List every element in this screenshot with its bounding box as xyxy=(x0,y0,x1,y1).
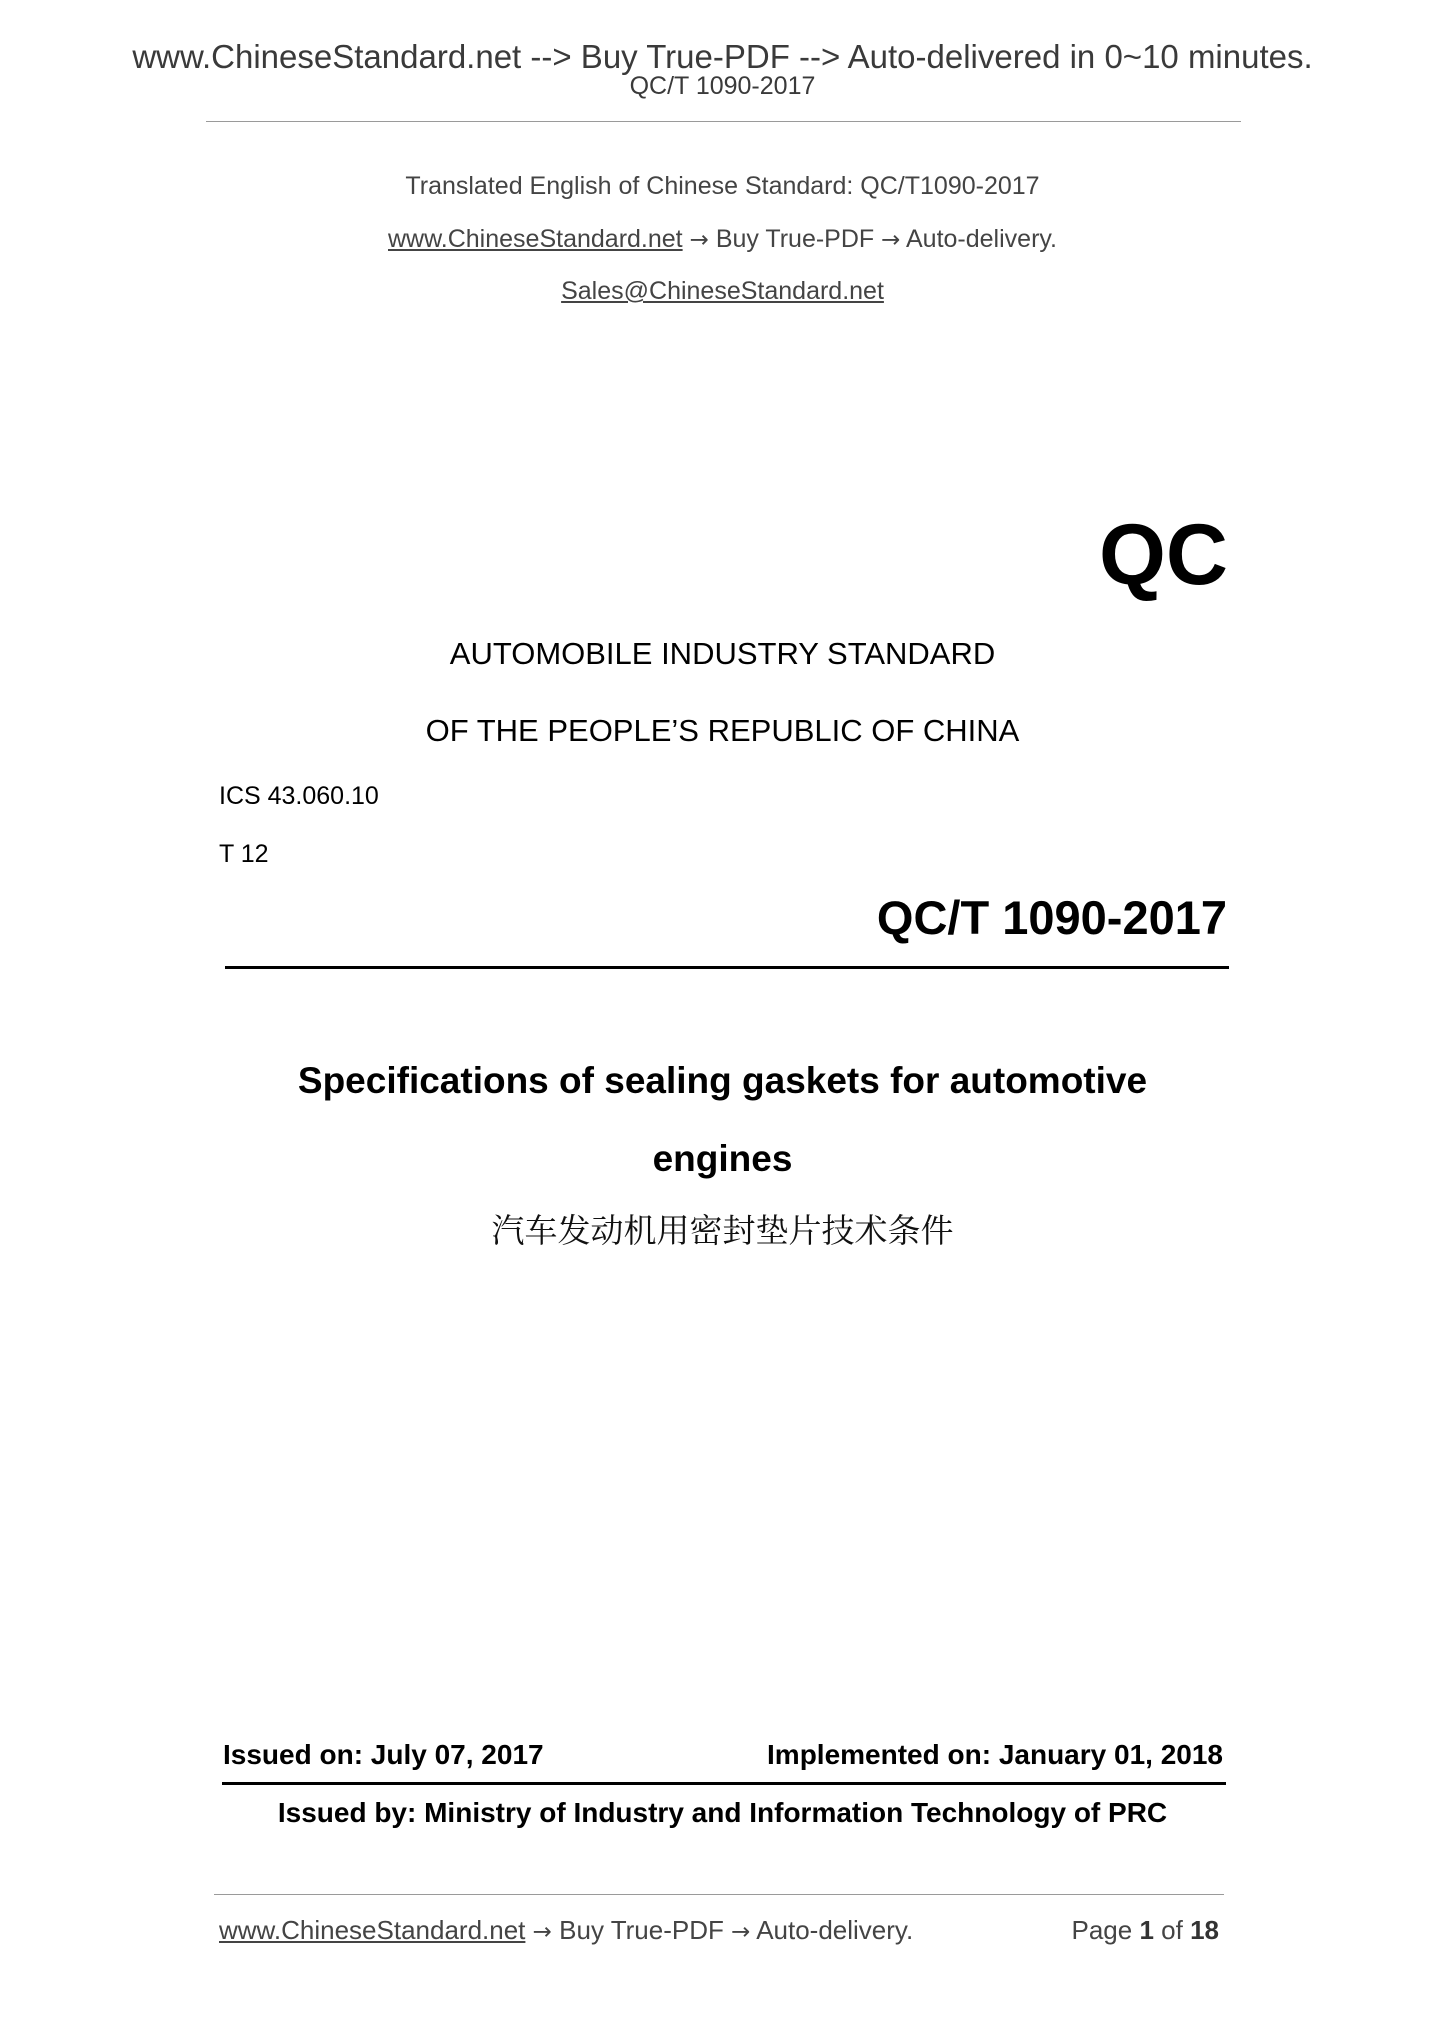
title-line-2: engines xyxy=(652,1138,793,1179)
arrow-right-icon: → xyxy=(731,1919,751,1945)
footer-divider xyxy=(214,1894,1224,1895)
footer-promo xyxy=(219,1917,913,1944)
standard-number-rule xyxy=(225,966,1229,969)
issued-by: Issued by: Ministry of Industry and Information Technology of PRC xyxy=(277,1797,1168,1828)
issued-rule xyxy=(222,1782,1226,1785)
qc-mark: QC xyxy=(1099,507,1228,603)
arrow-right-icon: → xyxy=(689,227,709,253)
translated-note: Translated English of Chinese Standard: QC/T1090-2017 xyxy=(405,172,1040,200)
standard-line-2: OF THE PEOPLE’S REPUBLIC OF CHINA xyxy=(425,713,1020,748)
page-label: Page xyxy=(1071,1915,1133,1945)
email-line xyxy=(0,279,1445,304)
top-divider xyxy=(206,121,1241,122)
footer-site-link[interactable]: www.ChineseStandard.net xyxy=(219,1915,526,1945)
title-chinese: 汽车发动机用密封垫片技术条件 xyxy=(491,1211,954,1250)
t-code: T 12 xyxy=(219,840,269,868)
page-number: 1 xyxy=(1139,1915,1154,1945)
implemented-on: Implemented on: January 01, 2018 xyxy=(767,1739,1223,1770)
promo-line xyxy=(0,227,1445,252)
site-link[interactable]: www.ChineseStandard.net xyxy=(388,225,683,253)
ics-code: ICS 43.060.10 xyxy=(219,782,379,810)
page-total: 18 xyxy=(1190,1915,1219,1945)
buy-text: Buy True-PDF xyxy=(715,225,875,253)
standard-number: QC/T 1090-2017 xyxy=(876,891,1227,944)
issued-on: Issued on: July 07, 2017 xyxy=(223,1739,544,1770)
arrow-right-icon: → xyxy=(881,227,901,253)
footer-auto-text: Auto-delivery. xyxy=(756,1915,914,1945)
banner-doc-code: QC/T 1090-2017 xyxy=(629,72,816,100)
standard-line-1: AUTOMOBILE INDUSTRY STANDARD xyxy=(449,636,996,671)
top-banner: www.ChineseStandard.net --> Buy True-PDF --> Auto-delivered in 0~10 minutes. xyxy=(132,38,1313,75)
page-indicator xyxy=(1071,1917,1219,1943)
auto-text: Auto-delivery. xyxy=(906,225,1057,253)
title-line-1: Specifications of sealing gaskets for automotive xyxy=(297,1060,1148,1101)
of-label: of xyxy=(1161,1915,1183,1945)
email-link[interactable]: Sales@ChineseStandard.net xyxy=(561,277,884,305)
arrow-right-icon: → xyxy=(532,1919,552,1945)
footer-buy-text: Buy True-PDF xyxy=(559,1915,724,1945)
